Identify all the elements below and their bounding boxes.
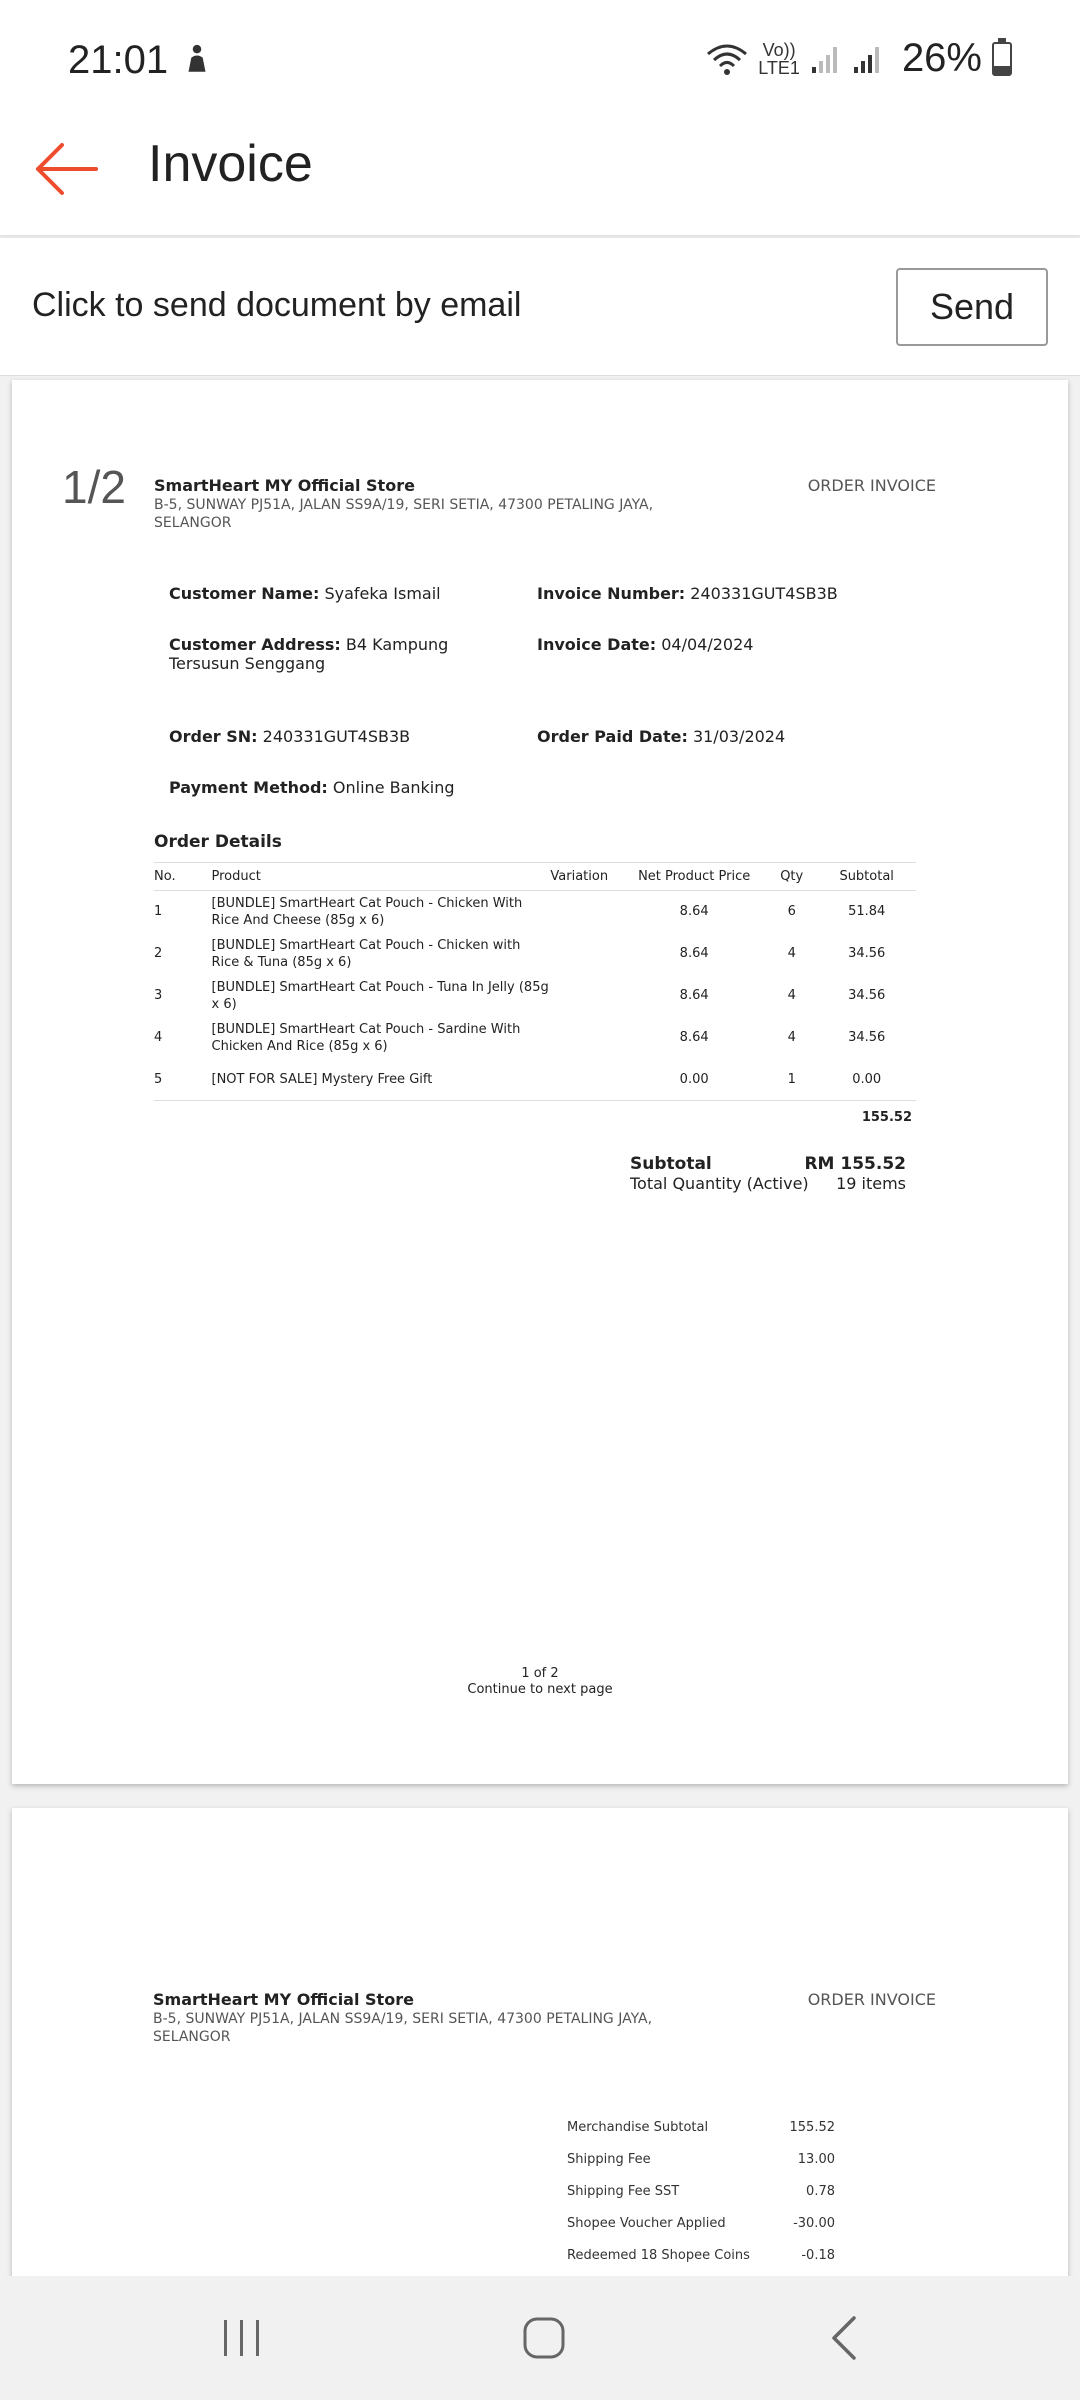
status-indicators: [706, 36, 1012, 81]
recent-apps-icon[interactable]: [210, 2306, 274, 2370]
store-address: B-5, SUNWAY PJ51A, JALAN SS9A/19, SERI SETIA, 47300 PETALING JAYA, SELANGOR: [154, 497, 654, 531]
invoice-date-value: 04/04/2024: [661, 635, 754, 654]
header-qty: Qty: [766, 863, 817, 891]
email-send-bar: [0, 238, 1080, 376]
page-title: Invoice: [148, 135, 313, 193]
total-quantity-value: 19 items: [836, 1174, 906, 1193]
row-product: [BUNDLE] SmartHeart Cat Pouch - Sardine With Chicken And Rice (85g x 6): [211, 1021, 521, 1054]
signal-1-icon: [810, 43, 842, 75]
email-instruction: Click to send document by email: [32, 286, 522, 324]
payment-method-value: Online Banking: [332, 778, 455, 797]
table-row: [154, 933, 916, 975]
row-no: 2: [154, 946, 163, 961]
invoice-number: [537, 584, 838, 603]
header-net-price: Net Product Price: [622, 863, 766, 891]
customer-address-value: B4 Kampung Tersusun Senggang: [169, 635, 449, 673]
row-subtotal: 34.56: [848, 946, 886, 961]
order-sn-label: Order SN:: [169, 727, 258, 746]
signal-2-icon: [852, 43, 884, 75]
row-product: [BUNDLE] SmartHeart Cat Pouch - Chicken with Rice & Tuna (85g x 6): [211, 937, 521, 970]
invoice-number-label: Invoice Number:: [537, 584, 686, 603]
row-subtotal: 51.84: [848, 904, 886, 920]
invoice-page-1: [12, 380, 1068, 1784]
table-row: [154, 1059, 916, 1101]
invoice-page-2: [12, 1808, 1068, 2278]
row-variation: [550, 1059, 622, 1101]
system-nav-bar: [0, 2276, 1080, 2400]
header-no: No.: [154, 863, 212, 891]
order-details-table: [154, 862, 916, 1101]
battery-icon: [992, 42, 1012, 76]
payment-method-label: Payment Method:: [169, 778, 328, 797]
nav-back-icon[interactable]: [812, 2306, 876, 2370]
row-no: 1: [154, 904, 163, 920]
document-type: ORDER INVOICE: [807, 476, 936, 495]
volte-label: Vo)): [762, 39, 796, 60]
home-icon[interactable]: [512, 2306, 576, 2370]
summary-value: -30.00: [793, 2216, 835, 2231]
header-product: Product: [212, 863, 551, 891]
invoice-date: [537, 635, 753, 654]
row-net-price: 8.64: [679, 904, 709, 920]
payment-method: [169, 778, 455, 797]
table-row: [154, 975, 916, 1017]
row-no: 3: [154, 988, 163, 1003]
customer-address-label: Customer Address:: [169, 635, 341, 654]
row-subtotal: 34.56: [848, 1030, 886, 1045]
row-net-price: 0.00: [622, 1059, 766, 1101]
summary-label: Shopee Voucher Applied: [567, 2216, 726, 2231]
footer-page-number: 1 of 2: [521, 1666, 559, 1681]
customer-address: [169, 635, 469, 673]
order-paid-date-value: 31/03/2024: [692, 727, 786, 746]
subtotal-label: Subtotal: [630, 1154, 712, 1174]
store-address: B-5, SUNWAY PJ51A, JALAN SS9A/19, SERI SETIA, 47300 PETALING JAYA, SELANGOR: [153, 2011, 653, 2045]
send-button[interactable]: Send: [896, 268, 1048, 346]
summary-value: 155.52: [789, 2120, 835, 2135]
header-variation: Variation: [550, 863, 622, 891]
accessibility-person-icon: [180, 42, 214, 85]
row-net-price: 8.64: [679, 988, 709, 1003]
row-no: 4: [154, 1030, 163, 1045]
row-subtotal: 0.00: [817, 1059, 916, 1101]
network-type-label: [758, 41, 800, 77]
row-net-price: 8.64: [679, 1030, 709, 1045]
status-time: 21:01: [68, 38, 169, 82]
customer-name: [169, 584, 441, 603]
page-footer: [12, 1666, 1068, 1698]
summary-value: -0.18: [801, 2248, 835, 2263]
store-name: SmartHeart MY Official Store: [153, 1990, 414, 2009]
summary-label: Redeemed 18 Shopee Coins: [567, 2248, 750, 2263]
row-product: [BUNDLE] SmartHeart Cat Pouch - Tuna In Jelly (85g x 6): [211, 979, 549, 1012]
customer-name-label: Customer Name:: [169, 584, 320, 603]
status-bar: [0, 0, 1080, 110]
summary-value: 0.78: [806, 2184, 835, 2199]
row-variation: [550, 1017, 622, 1059]
summary-label: Merchandise Subtotal: [567, 2120, 709, 2135]
order-paid-date-label: Order Paid Date:: [537, 727, 688, 746]
battery-percent: 26%: [901, 36, 982, 80]
document-type: ORDER INVOICE: [807, 1990, 936, 2009]
order-sn-value: 240331GUT4SB3B: [262, 727, 411, 746]
order-sn: [169, 727, 410, 746]
total-quantity-label: Total Quantity (Active): [630, 1174, 809, 1193]
row-variation: [550, 975, 622, 1017]
footer-continue: Continue to next page: [467, 1682, 613, 1697]
table-total: 155.52: [861, 1110, 912, 1125]
page-indicator: 1/2: [62, 461, 126, 513]
row-qty: 6: [787, 904, 796, 920]
wifi-icon: [706, 42, 748, 76]
lte-label: LTE1: [758, 57, 800, 78]
customer-name-value: Syafeka Ismail: [324, 584, 441, 603]
order-paid-date: [537, 727, 785, 746]
row-no: 5: [154, 1059, 212, 1101]
row-qty: 1: [766, 1059, 817, 1101]
row-product: [NOT FOR SALE] Mystery Free Gift: [212, 1059, 551, 1101]
header-subtotal: Subtotal: [817, 863, 916, 891]
store-name: SmartHeart MY Official Store: [154, 476, 415, 495]
app-bar: [0, 110, 1080, 236]
row-qty: 4: [787, 988, 796, 1003]
row-variation: [550, 933, 622, 975]
table-row: [154, 1017, 916, 1059]
summary-label: Shipping Fee SST: [567, 2184, 680, 2199]
row-qty: 4: [787, 1030, 796, 1045]
row-variation: [550, 891, 622, 933]
table-header-row: [154, 863, 916, 891]
subtotal-value: RM 155.52: [804, 1154, 906, 1174]
row-subtotal: 34.56: [848, 988, 886, 1003]
table-row: [154, 891, 916, 933]
invoice-date-label: Invoice Date:: [537, 635, 657, 654]
summary-value: 13.00: [797, 2152, 835, 2167]
row-net-price: 8.64: [679, 946, 709, 961]
order-details-title: Order Details: [154, 832, 282, 852]
row-product: [BUNDLE] SmartHeart Cat Pouch - Chicken With Rice And Cheese (85g x 6): [211, 895, 523, 928]
row-qty: 4: [787, 946, 796, 961]
back-arrow-icon[interactable]: [30, 132, 104, 206]
invoice-number-value: 240331GUT4SB3B: [690, 584, 838, 603]
summary-label: Shipping Fee: [567, 2152, 651, 2167]
